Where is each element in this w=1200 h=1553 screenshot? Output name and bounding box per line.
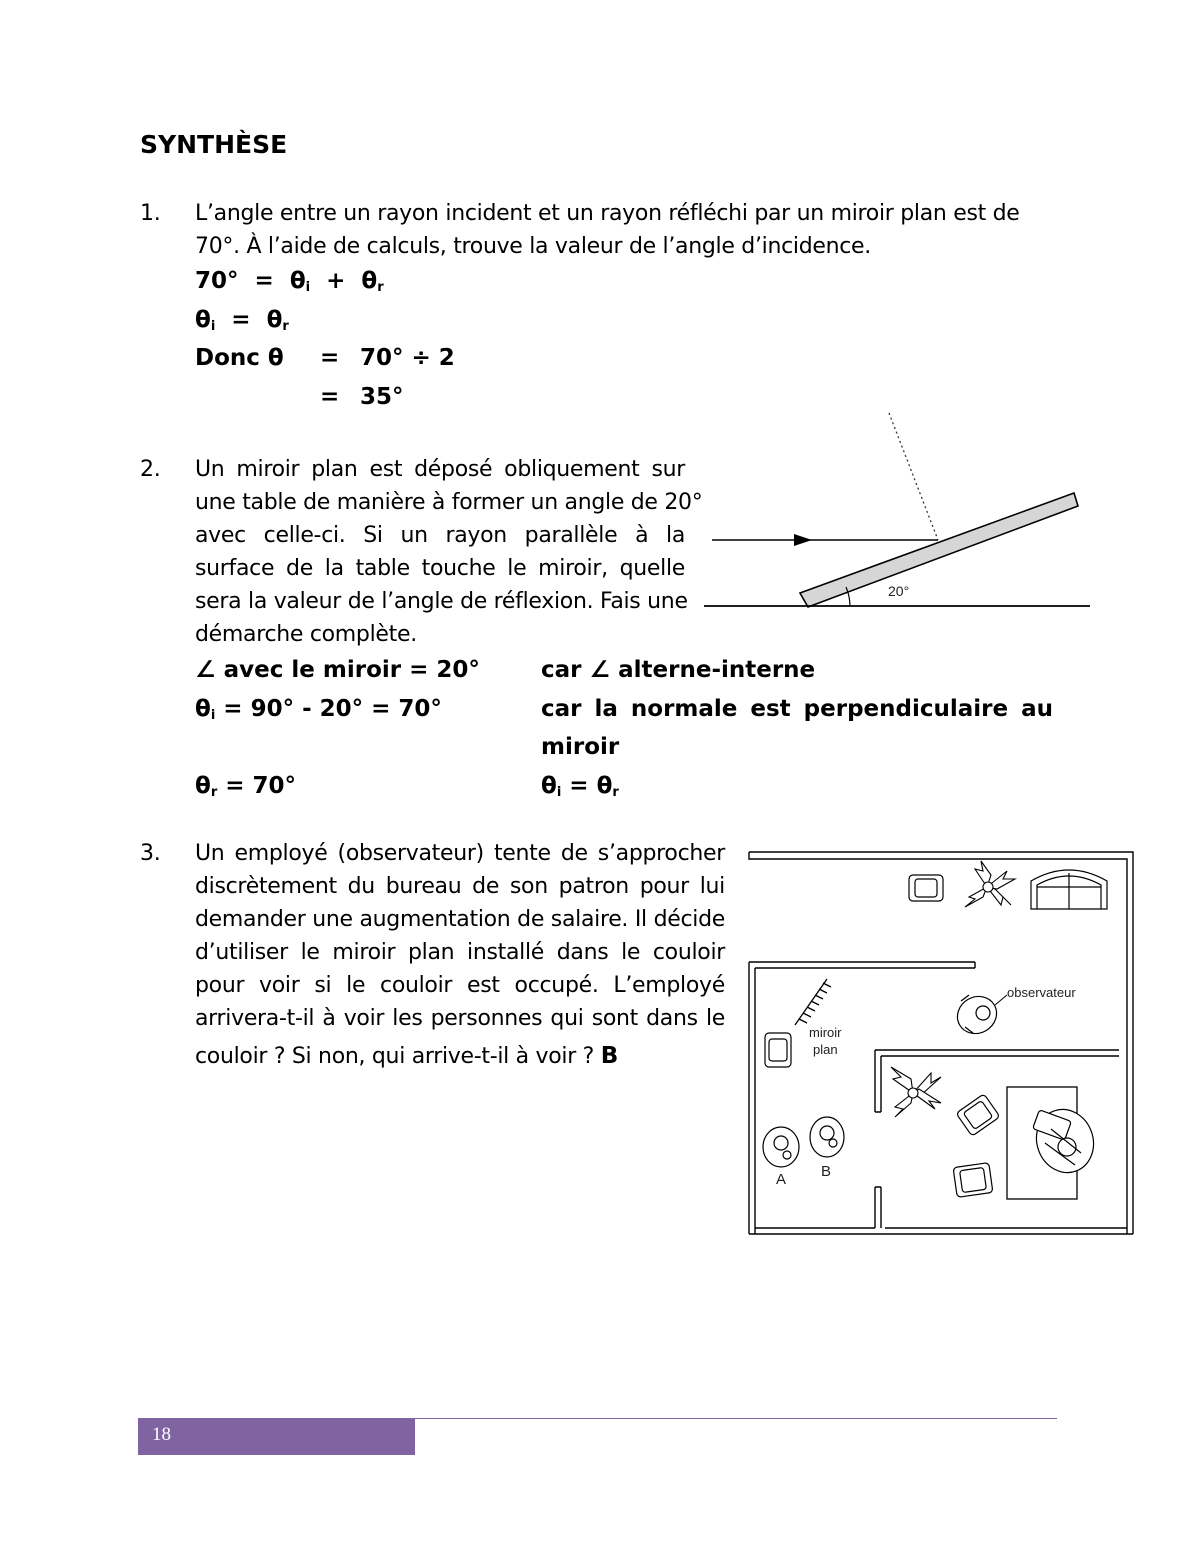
office-wall-left-upper [875, 1050, 881, 1112]
chair-hallway [765, 1033, 791, 1067]
q2-answer-row2-left: $\theta_i = 90^\circ - 20^\circ = 70^\circ$ [195, 696, 442, 723]
q3-last-line: couloir ? Si non, qui arrive-t-il à voir ? B [195, 1043, 619, 1069]
mirror-label-line-1: miroir [809, 1025, 842, 1040]
q2-line-3: avec celle-ci. Si un rayon parallèle à la [195, 523, 685, 548]
page-number: 18 [152, 1424, 171, 1445]
page-title: SYNTHÈSE [140, 130, 288, 159]
q2-answer-row2-right-line-1: car la normale est perpendiculaire au [541, 696, 1053, 722]
q2-answer-row2-right-line-2: miroir [541, 734, 620, 760]
plant-icon-top [965, 861, 1015, 907]
bottom-wall [749, 1228, 1133, 1234]
q2-answer-row1-right: car ∠ alterne-interne [541, 657, 816, 683]
q1-answer-eq4-value: 35° [360, 384, 404, 410]
arrow-head [794, 534, 812, 546]
mirror-plan-icon [795, 979, 831, 1025]
q1-answer-eq1: $70^\circ = \theta_i + \theta_r$ [195, 268, 384, 295]
q1-answer-eq2: $\theta_i = \theta_r$ [195, 307, 289, 334]
upper-left-wall [749, 962, 975, 968]
q2-answer-row2-right [541, 696, 1053, 722]
q3-line-5: pour voir si le couloir est occupé. L’employé [195, 973, 725, 998]
left-wall [749, 962, 755, 1234]
q1-answer-eq3-label: Donc θ [195, 345, 284, 371]
q3-line-6: arrivera-t-il à voir les personnes qui sont dans le [195, 1006, 725, 1031]
plant-icon-office [891, 1067, 941, 1117]
q1-answer-eq4-equals: = [320, 384, 340, 410]
office-wall-top [875, 1050, 1119, 1056]
q1-number: 1. [140, 201, 161, 226]
boss-person-icon [1028, 1101, 1103, 1180]
mirror-angle-diagram [700, 405, 1100, 620]
chair-top [909, 875, 943, 901]
q3-text [195, 837, 725, 1073]
q3-answer: B [600, 1043, 619, 1069]
q2-answer-row3-right: $\theta_i = \theta_r$ [541, 773, 619, 800]
q2-line-4: surface de la table touche le miroir, quelle [195, 556, 685, 581]
q1-line-2: 70°. À l’aide de calculs, trouve la valeur de l’angle d’incidence. [195, 234, 871, 259]
q1-answer-eq3-equals: = [320, 345, 340, 371]
q2-answer-row1-left: ∠ avec le miroir = 20° [195, 657, 480, 683]
q2-answer-row3-left: $\theta_r = 70^\circ$ [195, 773, 297, 800]
mirror-plate [800, 493, 1078, 607]
normal-line [889, 413, 938, 540]
q2-number: 2. [140, 457, 161, 482]
q3-number: 3. [140, 841, 161, 866]
angle-label: 20° [888, 583, 910, 599]
person-b-icon [810, 1117, 844, 1157]
q3-line-3: demander une augmentation de salaire. Il décide [195, 907, 725, 932]
q2-line-2: une table de manière à former un angle de 20° [195, 490, 703, 515]
person-a-icon [763, 1127, 799, 1167]
q1-answer-eq3-value: 70° ÷ 2 [360, 345, 455, 371]
q3-line-2: discrètement du bureau de son patron pour lui [195, 874, 725, 899]
observer-label: observateur [1007, 985, 1076, 1000]
q1-line-1: L’angle entre un rayon incident et un rayon réfléchi par un miroir plan est de [195, 201, 1020, 226]
sofa-icon [1031, 870, 1107, 909]
footer-rule [415, 1418, 1057, 1419]
q2-line-1: Un miroir plan est déposé obliquement sur [195, 457, 685, 482]
q3-line-4: d’utiliser le miroir plan installé dans le couloir [195, 940, 725, 965]
person-b-label: B [821, 1163, 832, 1180]
q2-text [195, 453, 703, 651]
mirror-label-line-2: plan [813, 1042, 838, 1057]
office-wall-left-lower [875, 1187, 881, 1228]
q3-line-1: Un employé (observateur) tente de s’approcher [195, 841, 725, 866]
q2-line-6: démarche complète. [195, 622, 417, 647]
observer-person-icon [951, 989, 1004, 1040]
footer-page-bar [138, 1418, 415, 1455]
office-floor-plan [745, 847, 1137, 1237]
office-chair-bottom [953, 1163, 993, 1198]
q2-line-5: sera la valeur de l’angle de réflexion. Fais une [195, 589, 688, 614]
office-chair-top [956, 1094, 1000, 1136]
observer-pointer [995, 995, 1007, 1005]
person-a-label: A [776, 1171, 787, 1188]
